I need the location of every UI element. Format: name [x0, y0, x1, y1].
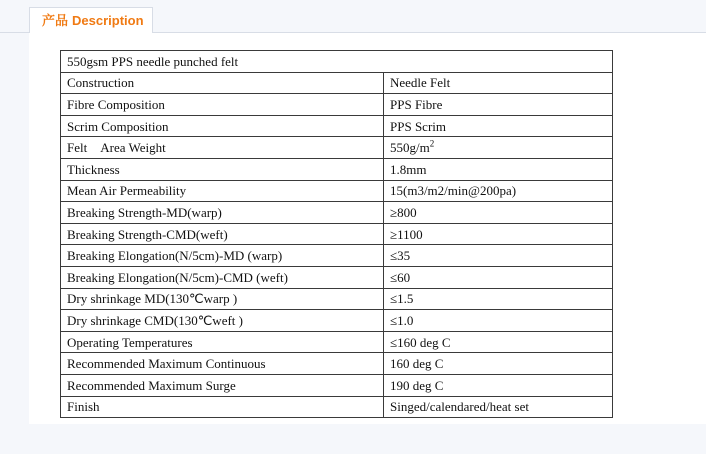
table-row: [61, 331, 613, 353]
table-row: [61, 353, 613, 375]
row-value-area-weight: [384, 137, 613, 159]
row-label-dry-shrinkage-cmd: Dry shrinkage CMD(130℃weft ): [61, 310, 384, 332]
table-title: 550gsm PPS needle punched felt: [61, 51, 613, 73]
row-value-thickness: 1.8mm: [384, 158, 613, 180]
row-label-breaking-elongation-md: Breaking Elongation(N/5cm)-MD (warp): [61, 245, 384, 267]
table-row: [61, 374, 613, 396]
row-label-max-surge: Recommended Maximum Surge: [61, 374, 384, 396]
row-value-max-surge: 190 deg C: [384, 374, 613, 396]
row-value-breaking-elongation-cmd: ≤60: [384, 266, 613, 288]
row-label-dry-shrinkage-md: Dry shrinkage MD(130℃warp ): [61, 288, 384, 310]
spec-table: [60, 50, 613, 418]
tab-description[interactable]: [29, 7, 153, 34]
row-label-construction: Construction: [61, 72, 384, 94]
row-label-breaking-strength-cmd: Breaking Strength-CMD(weft): [61, 223, 384, 245]
row-value-finish: Singed/calendared/heat set: [384, 396, 613, 418]
row-label-air-permeability: Mean Air Permeability: [61, 180, 384, 202]
area-weight-value: 550g/m: [390, 140, 430, 156]
row-label-max-continuous: Recommended Maximum Continuous: [61, 353, 384, 375]
tab-bar: [0, 0, 706, 33]
row-label-thickness: Thickness: [61, 158, 384, 180]
table-row: [61, 245, 613, 267]
tab-label-en: Description: [72, 13, 144, 28]
table-row: [61, 180, 613, 202]
table-row: [61, 266, 613, 288]
table-row: [61, 115, 613, 137]
row-label-area-weight: Felt Area Weight: [61, 137, 384, 159]
table-row: [61, 310, 613, 332]
tab-label-cn: 产品: [42, 13, 69, 28]
row-value-construction: Needle Felt: [384, 72, 613, 94]
row-value-breaking-strength-cmd: ≥1100: [384, 223, 613, 245]
row-value-dry-shrinkage-cmd: ≤1.0: [384, 310, 613, 332]
table-title-row: [61, 51, 613, 73]
row-label-finish: Finish: [61, 396, 384, 418]
area-weight-exponent: 2: [429, 138, 435, 149]
table-row: [61, 223, 613, 245]
row-label-breaking-strength-md: Breaking Strength-MD(warp): [61, 202, 384, 224]
row-label-fibre-composition: Fibre Composition: [61, 94, 384, 116]
row-value-air-permeability: 15(m3/m2/min@200pa): [384, 180, 613, 202]
table-row: [61, 158, 613, 180]
row-label-breaking-elongation-cmd: Breaking Elongation(N/5cm)-CMD (weft): [61, 266, 384, 288]
row-label-operating-temperatures: Operating Temperatures: [61, 331, 384, 353]
row-value-max-continuous: 160 deg C: [384, 353, 613, 375]
row-value-operating-temperatures: ≤160 deg C: [384, 331, 613, 353]
table-row: [61, 202, 613, 224]
table-row: [61, 137, 613, 159]
row-value-scrim-composition: PPS Scrim: [384, 115, 613, 137]
table-row: [61, 72, 613, 94]
table-row: [61, 288, 613, 310]
table-row: [61, 94, 613, 116]
row-value-fibre-composition: PPS Fibre: [384, 94, 613, 116]
row-label-scrim-composition: Scrim Composition: [61, 115, 384, 137]
row-value-breaking-elongation-md: ≤35: [384, 245, 613, 267]
row-value-breaking-strength-md: ≥800: [384, 202, 613, 224]
table-row: [61, 396, 613, 418]
row-value-dry-shrinkage-md: ≤1.5: [384, 288, 613, 310]
